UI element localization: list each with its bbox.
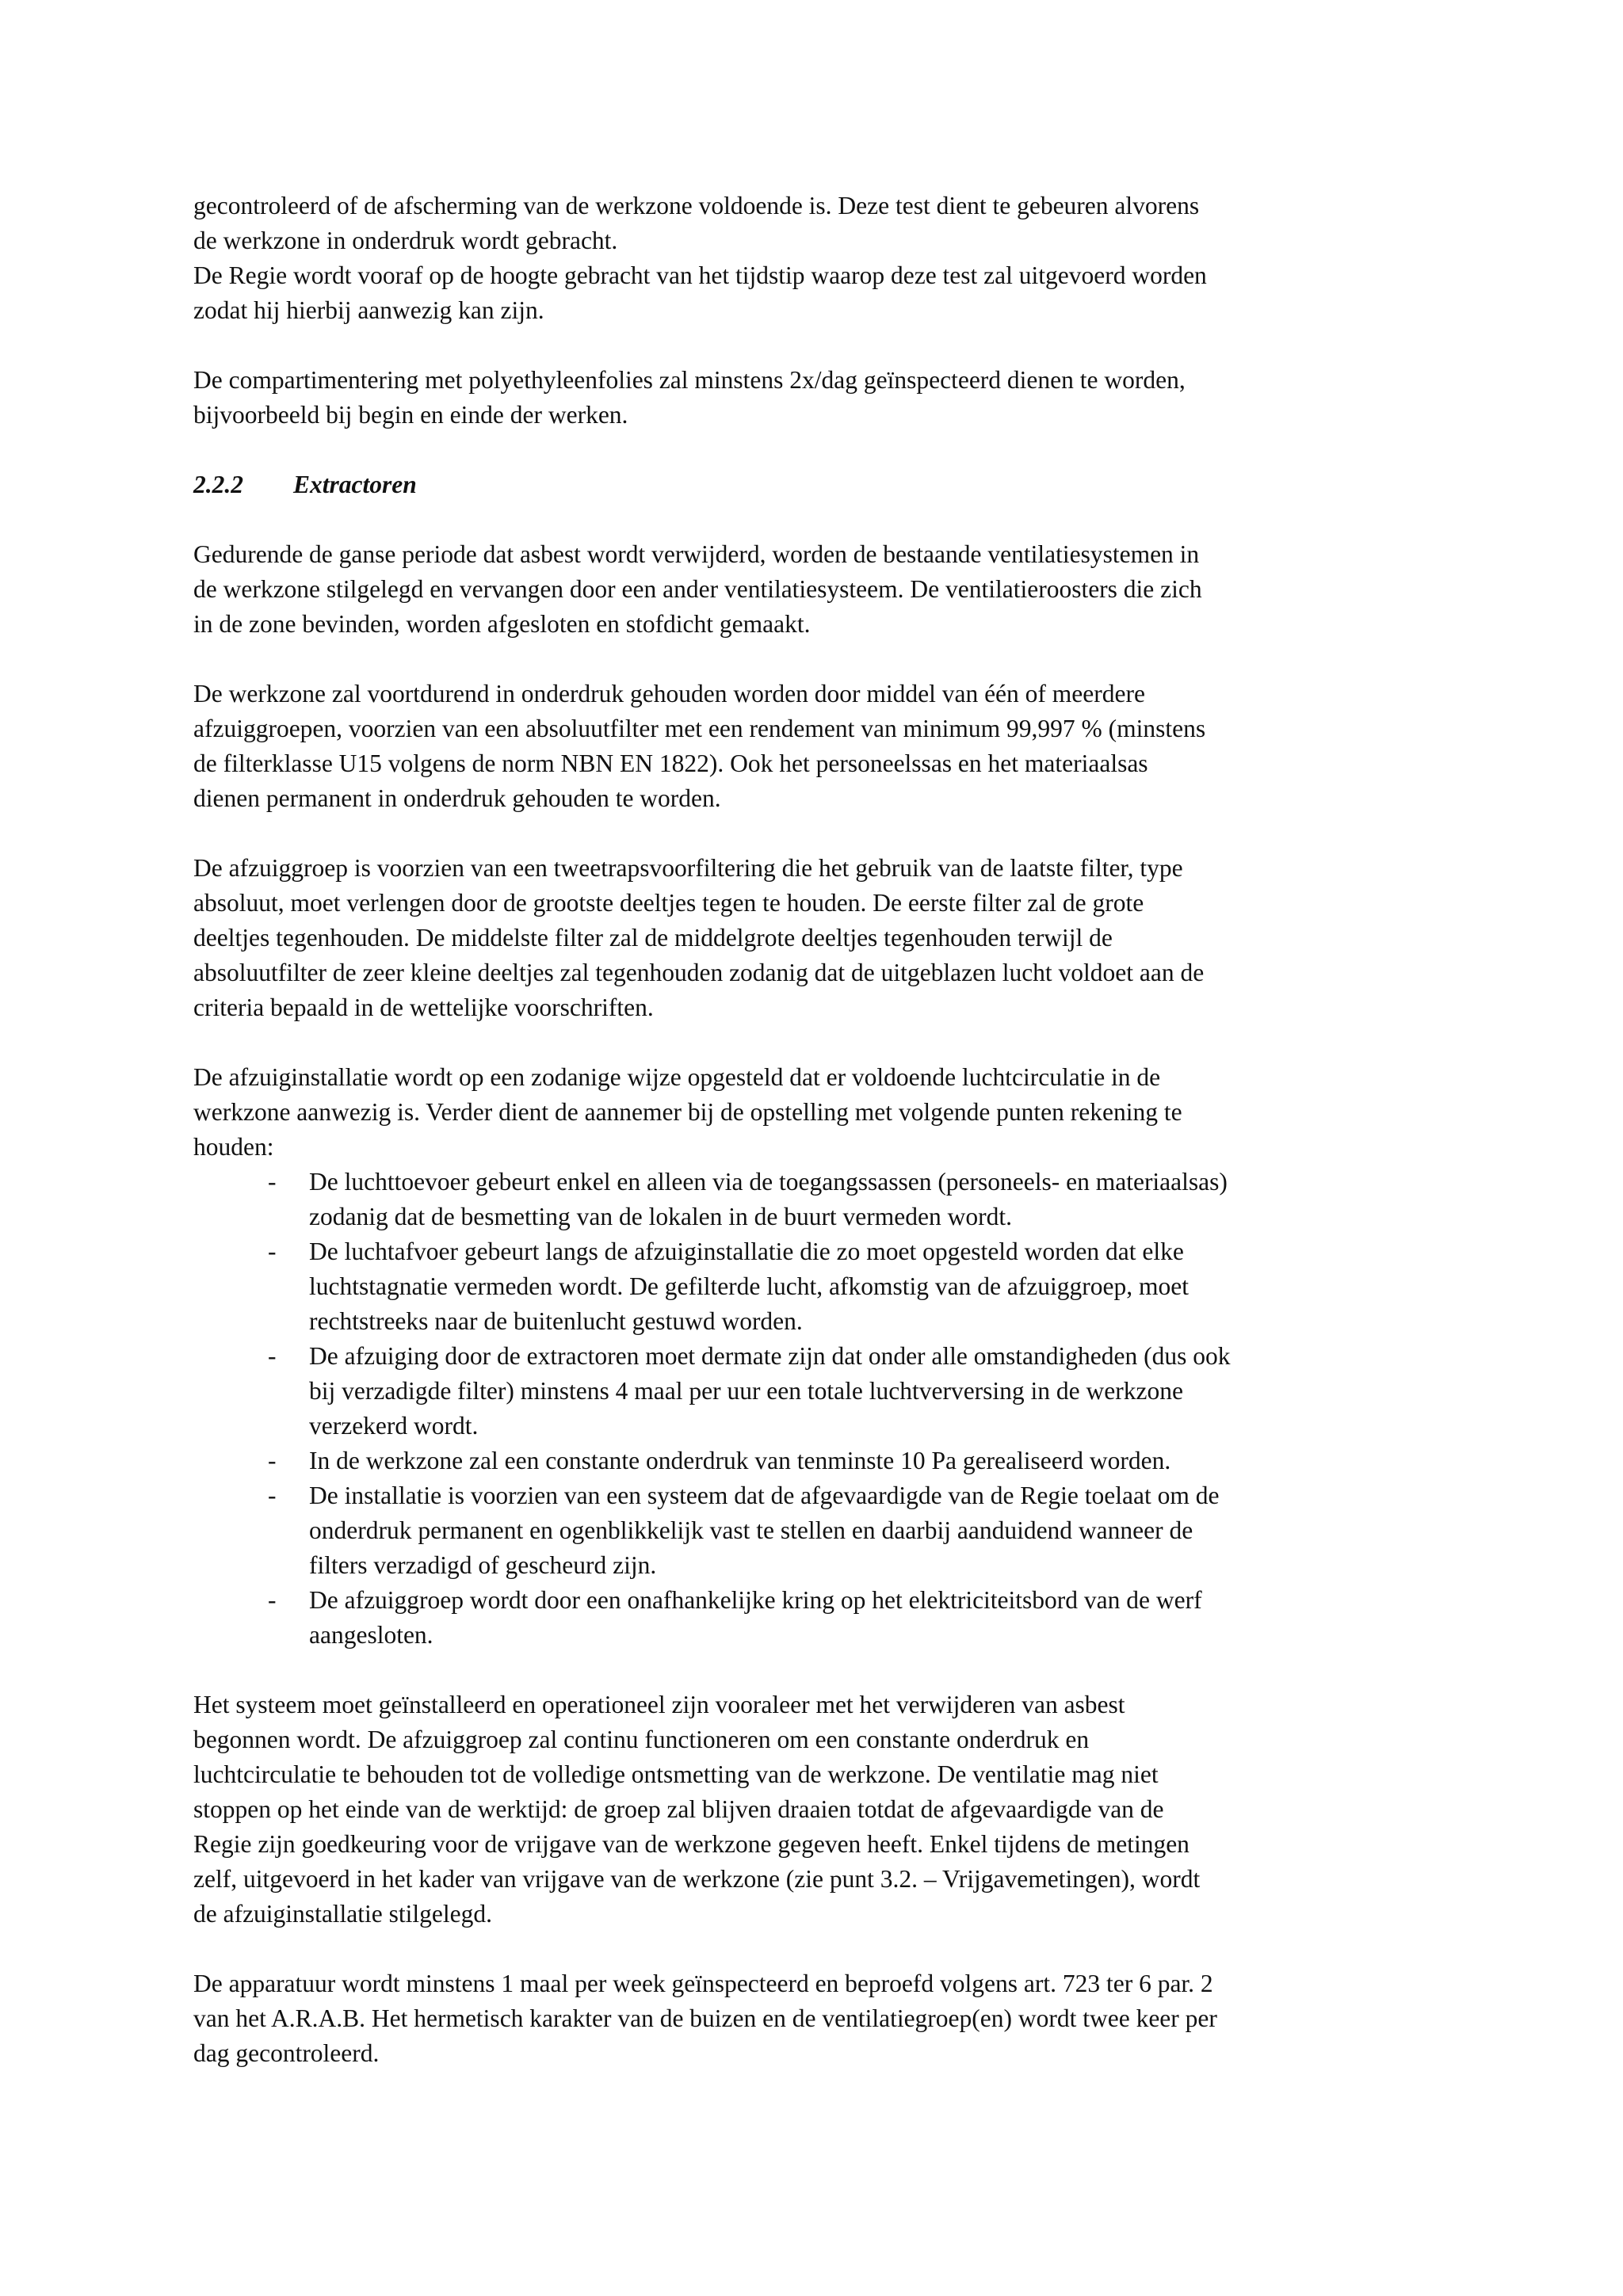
paragraph-system-operation: Het systeem moet geïnstalleerd en operationeel zijn vooraleer met het verwijderen van asbest begonnen wordt. De afzuiggroep zal continu functioneren om een constante onderdruk en luchtcirculatie te behouden tot de volledige ontsmetting van de werkzone. De ventilatie mag niet stoppen op het einde van de werktijd: de groep zal blijven draaien totdat de afgevaardigde van de Regie zijn goedkeuring voor de vrijgave van de werkzone gegeven heeft. Enkel tijdens de metingen zelf, uitgevoerd in het kader van vrijgave van de werkzone (zie punt 3.2. – Vrijgavemetingen), wordt de afzuiginstallatie stilgelegd. (193, 1691, 1201, 1928)
paragraph-negative-pressure: De werkzone zal voortdurend in onderdruk gehouden worden door middel van één of meerdere afzuiggroepen, voorzien van een absoluutfilter met een rendement van minimum 99,997 % (minstens de filterklasse U15 volgens de norm NBN EN 1822). Ook het personeelssas en het materiaalsas dienen permanent in onderdruk gehouden te worden. (193, 680, 1206, 812)
list-item: - De afzuiggroep wordt door een onafhankelijke kring op het elektriciteitsbord van de werf aangesloten. (193, 1583, 1445, 1653)
list-dash: - (268, 1586, 277, 1614)
list-item: - In de werkzone zal een constante onderdruk van tenminste 10 Pa gerealiseerd worden. (193, 1444, 1445, 1478)
list-dash: - (268, 1482, 277, 1509)
list-item: - De installatie is voorzien van een systeem dat de afgevaardigde van de Regie toelaat om de onderdruk permanent en ogenblikkelijk vast te stellen en daarbij aanduidend wanneer de filters verzadigd of gescheurd zijn. (193, 1478, 1445, 1583)
list-dash: - (268, 1342, 277, 1370)
paragraph-ventilation-shutdown: Gedurende de ganse periode dat asbest wordt verwijderd, worden de bestaande ventilatiesystemen in de werkzone stilgelegd en vervangen door een ander ventilatiesysteem. De ventilatieroosters die zich in de zone bevinden, worden afgesloten en stofdicht gemaakt. (193, 540, 1202, 638)
document-body (193, 189, 1445, 2106)
list-item: - De afzuiging door de extractoren moet dermate zijn dat onder alle omstandigheden (dus ook bij verzadigde filter) minstens 4 maal per uur een totale luchtverversing in de werkzone verzekerd wordt. (193, 1339, 1445, 1444)
paragraph-list-intro: De afzuiginstallatie wordt op een zodanige wijze opgesteld dat er voldoende luchtcirculatie in de werkzone aanwezig is. Verder dient de aannemer bij de opstelling met volgende punten rekening te houden: (193, 1063, 1182, 1161)
paragraph-compartment-inspection: De compartimentering met polyethyleenfolies zal minstens 2x/dag geïnspecteerd dienen te worden, bijvoorbeeld bij begin en einde der werken. (193, 366, 1186, 429)
list-dash: - (268, 1168, 277, 1196)
section-title: Extractoren (293, 471, 417, 498)
list-item: - De luchtafvoer gebeurt langs de afzuiginstallatie die zo moet opgesteld worden dat elke luchtstagnatie vermeden wordt. De gefilterde lucht, afkomstig van de afzuiggroep, moet rechtstreeks naar de buitenlucht gestuwd worden. (193, 1234, 1445, 1339)
section-number: 2.2.2 (193, 471, 243, 498)
paragraph-prefiltering: De afzuiggroep is voorzien van een tweetrapsvoorfiltering die het gebruik van de laatste filter, type absoluut, moet verlengen door de grootste deeltjes tegen te houden. De eerste filter zal de grote deeltjes tegenhouden. De middelste filter zal de middelgrote deeltjes tegenhouden terwijl de absoluutfilter de zeer kleine deeltjes zal tegenhouden zodanig dat de uitgeblazen lucht voldoet aan de criteria bepaald in de wettelijke voorschriften. (193, 854, 1205, 1021)
requirements-list (193, 1165, 1445, 1653)
section-heading (193, 467, 1445, 502)
paragraph-test-shielding: gecontroleerd of de afscherming van de werkzone voldoende is. Deze test dient te gebeuren alvorens de werkzone in onderdruk wordt gebracht. De Regie wordt vooraf op de hoogte gebracht van het tijdstip waarop deze test zal uitgevoerd worden zodat hij hierbij aanwezig kan zijn. (193, 192, 1207, 324)
list-dash: - (268, 1447, 277, 1474)
list-item: - De luchttoevoer gebeurt enkel en alleen via de toegangssassen (personeels- en materiaalsas) zodanig dat de besmetting van de lokalen in de buurt vermeden wordt. (193, 1165, 1445, 1234)
paragraph-equipment-inspection: De apparatuur wordt minstens 1 maal per week geïnspecteerd en beproefd volgens art. 723 ter 6 par. 2 van het A.R.A.B. Het hermetisch karakter van de buizen en de ventilatiegroep(en) wordt twee keer per dag gecontroleerd. (193, 1970, 1217, 2067)
list-dash: - (268, 1238, 277, 1265)
